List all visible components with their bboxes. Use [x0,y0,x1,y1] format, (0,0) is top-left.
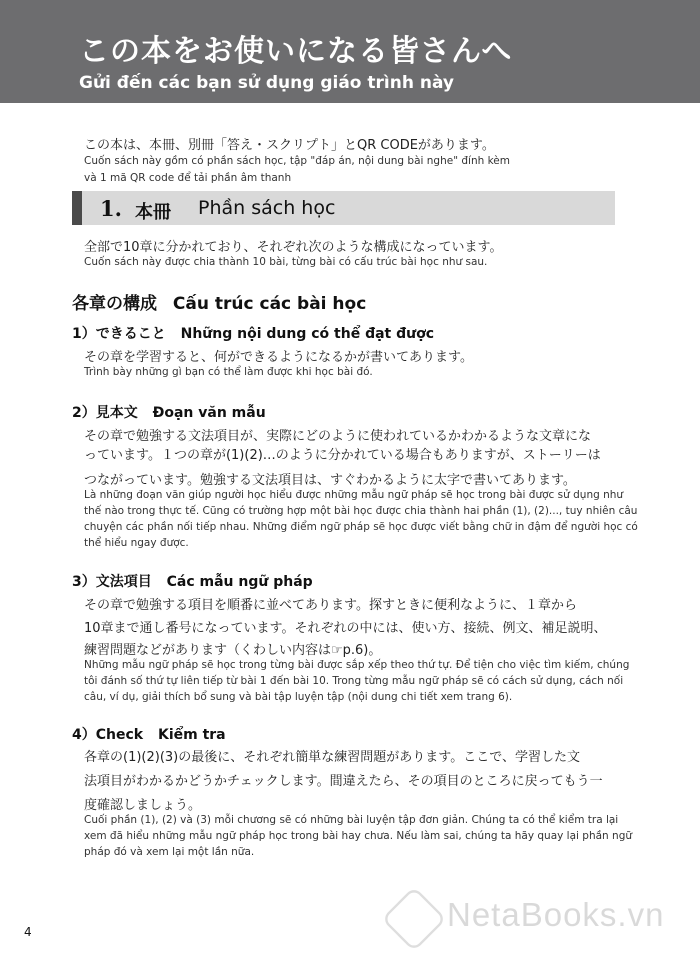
item4-vi-line1: Cuối phần (1), (2) và (3) mỗi chương sẽ có những bài luyện tập đơn giản. Chúng ta có thể kiểm tra lại [84,814,619,826]
page-title-jp: この本をお使いになる皆さんへ [79,34,513,69]
item4-title-vi: Kiểm tra [157,727,226,743]
item2-vi-line4: thể hiểu ngay được. [84,537,189,549]
item3-title-jp: 3）文法項目 [72,574,152,590]
item3-vi-line2: tôi đánh số thứ tự liên tiếp từ bài 1 đến bài 10. Trong từng mẫu ngữ pháp sẽ có cách sử dụng, cách nối [84,675,624,687]
page-title-vi: Gửi đến các bạn sử dụng giáo trình này [79,73,454,93]
item4-jp-line1: 各章の(1)(2)(3)の最後に、それぞれ簡単な練習問題があります。ここで、学習した文 [84,750,580,765]
item3-heading [72,571,313,591]
section-title-vi: Phần sách học [198,197,336,219]
section-banner [72,191,615,225]
banner-accent-bar [72,191,82,225]
item3-jp-line3: 練習問題などがあります（くわしい内容は☞p.6)。 [84,643,382,658]
chapter-structure-heading [72,289,366,314]
item2-title-vi: Đoạn văn mẫu [152,405,266,421]
item2-vi-line2: thế nào trong thực tế. Cũng có trường hợp một bài học được chia thành hai phần (1), (2)..., tuy nhiên câu [84,505,638,517]
item2-title-jp: 2）見本文 [72,405,138,421]
watermark [385,888,675,948]
item4-title-jp: 4）Check [72,727,144,743]
item3-title-vi: Các mẫu ngữ pháp [166,574,313,590]
item4-jp-line2: 法項目がわかるかどうかチェックします。間違えたら、その項目のところに戻ってもう一 [84,774,603,789]
chapter-structure-vi: Cấu trúc các bài học [172,294,367,314]
s1-body-vi: Cuốn sách này được chia thành 10 bài, từng bài có cấu trúc bài học như sau. [84,256,488,268]
item2-jp-line1: その章で勉強する文法項目が、実際にどのように使われているかわかるような文章にな [84,429,592,444]
item3-jp-line1: その章で勉強する項目を順番に並べてあります。探すときに便利なように、１章から [84,598,577,613]
section-number: 1. [100,196,122,221]
watermark-text: NetaBooks.vn [447,896,665,933]
item1-vi: Trình bày những gì bạn có thể làm được khi học bài đó. [84,366,373,378]
item2-vi-line1: Là những đoạn văn giúp người học hiểu được những mẫu ngữ pháp sẽ học trong bài được sử dụng như [84,489,624,501]
intro-vi-line1: Cuốn sách này gồm có phần sách học, tập "đáp án, nội dung bài nghe" đính kèm [84,155,510,167]
item4-vi-line2: xem đã hiểu những mẫu ngữ pháp học trong bài hay chưa. Nếu làm sai, chúng ta hãy quay lại phần ngữ [84,830,633,842]
page-header [0,0,700,103]
s1-body-jp: 全部で10章に分かれており、それぞれ次のような構成になっています。 [84,240,503,255]
item2-jp-line3: つながっています。勉強する文法項目は、すぐわかるように太字で書いてあります。 [84,473,576,488]
section-title-jp: 本冊 [135,202,171,223]
intro-vi-line2: và 1 mã QR code để tải phần âm thanh [84,172,292,184]
item3-vi-line3: câu, ví dụ, giải thích bổ sung và bài tập luyện tập (nội dung chi tiết xem trang 6). [84,691,513,703]
item4-heading [72,724,226,744]
item2-heading [72,402,266,422]
item4-jp-line3: 度確認しましょう。 [84,798,202,813]
item3-vi-line1: Những mẫu ngữ pháp sẽ học trong từng bài được sắp xếp theo thứ tự. Để tiện cho việc tìm kiếm, chúng [84,659,630,671]
item4-vi-line3: pháp đó và xem lại một lần nữa. [84,846,255,858]
watermark-logo-icon [381,886,447,952]
chapter-structure-jp: 各章の構成 [72,294,157,314]
item3-jp-line2: 10章まで通し番号になっています。それぞれの中には、使い方、接続、例文、補足説明、 [84,621,607,636]
item1-title-jp: 1）できること [72,326,166,342]
item2-vi-line3: chuyện các phần nối tiếp nhau. Những điểm ngữ pháp sẽ học được viết bằng chữ in đậm để người học có [84,521,638,533]
item1-title-vi: Những nội dung có thể đạt được [180,326,435,342]
item2-jp-line2: っています。１つの章が(1)(2)…のように分かれている場合もありますが、ストーリーは [84,448,601,463]
item1-heading [72,323,434,343]
page-number: 4 [24,925,32,939]
item1-jp: その章を学習すると、何ができるようになるかが書いてあります。 [84,350,473,365]
intro-jp: この本は、本冊、別冊「答え・スクリプト」とQR CODEがあります。 [84,138,495,153]
